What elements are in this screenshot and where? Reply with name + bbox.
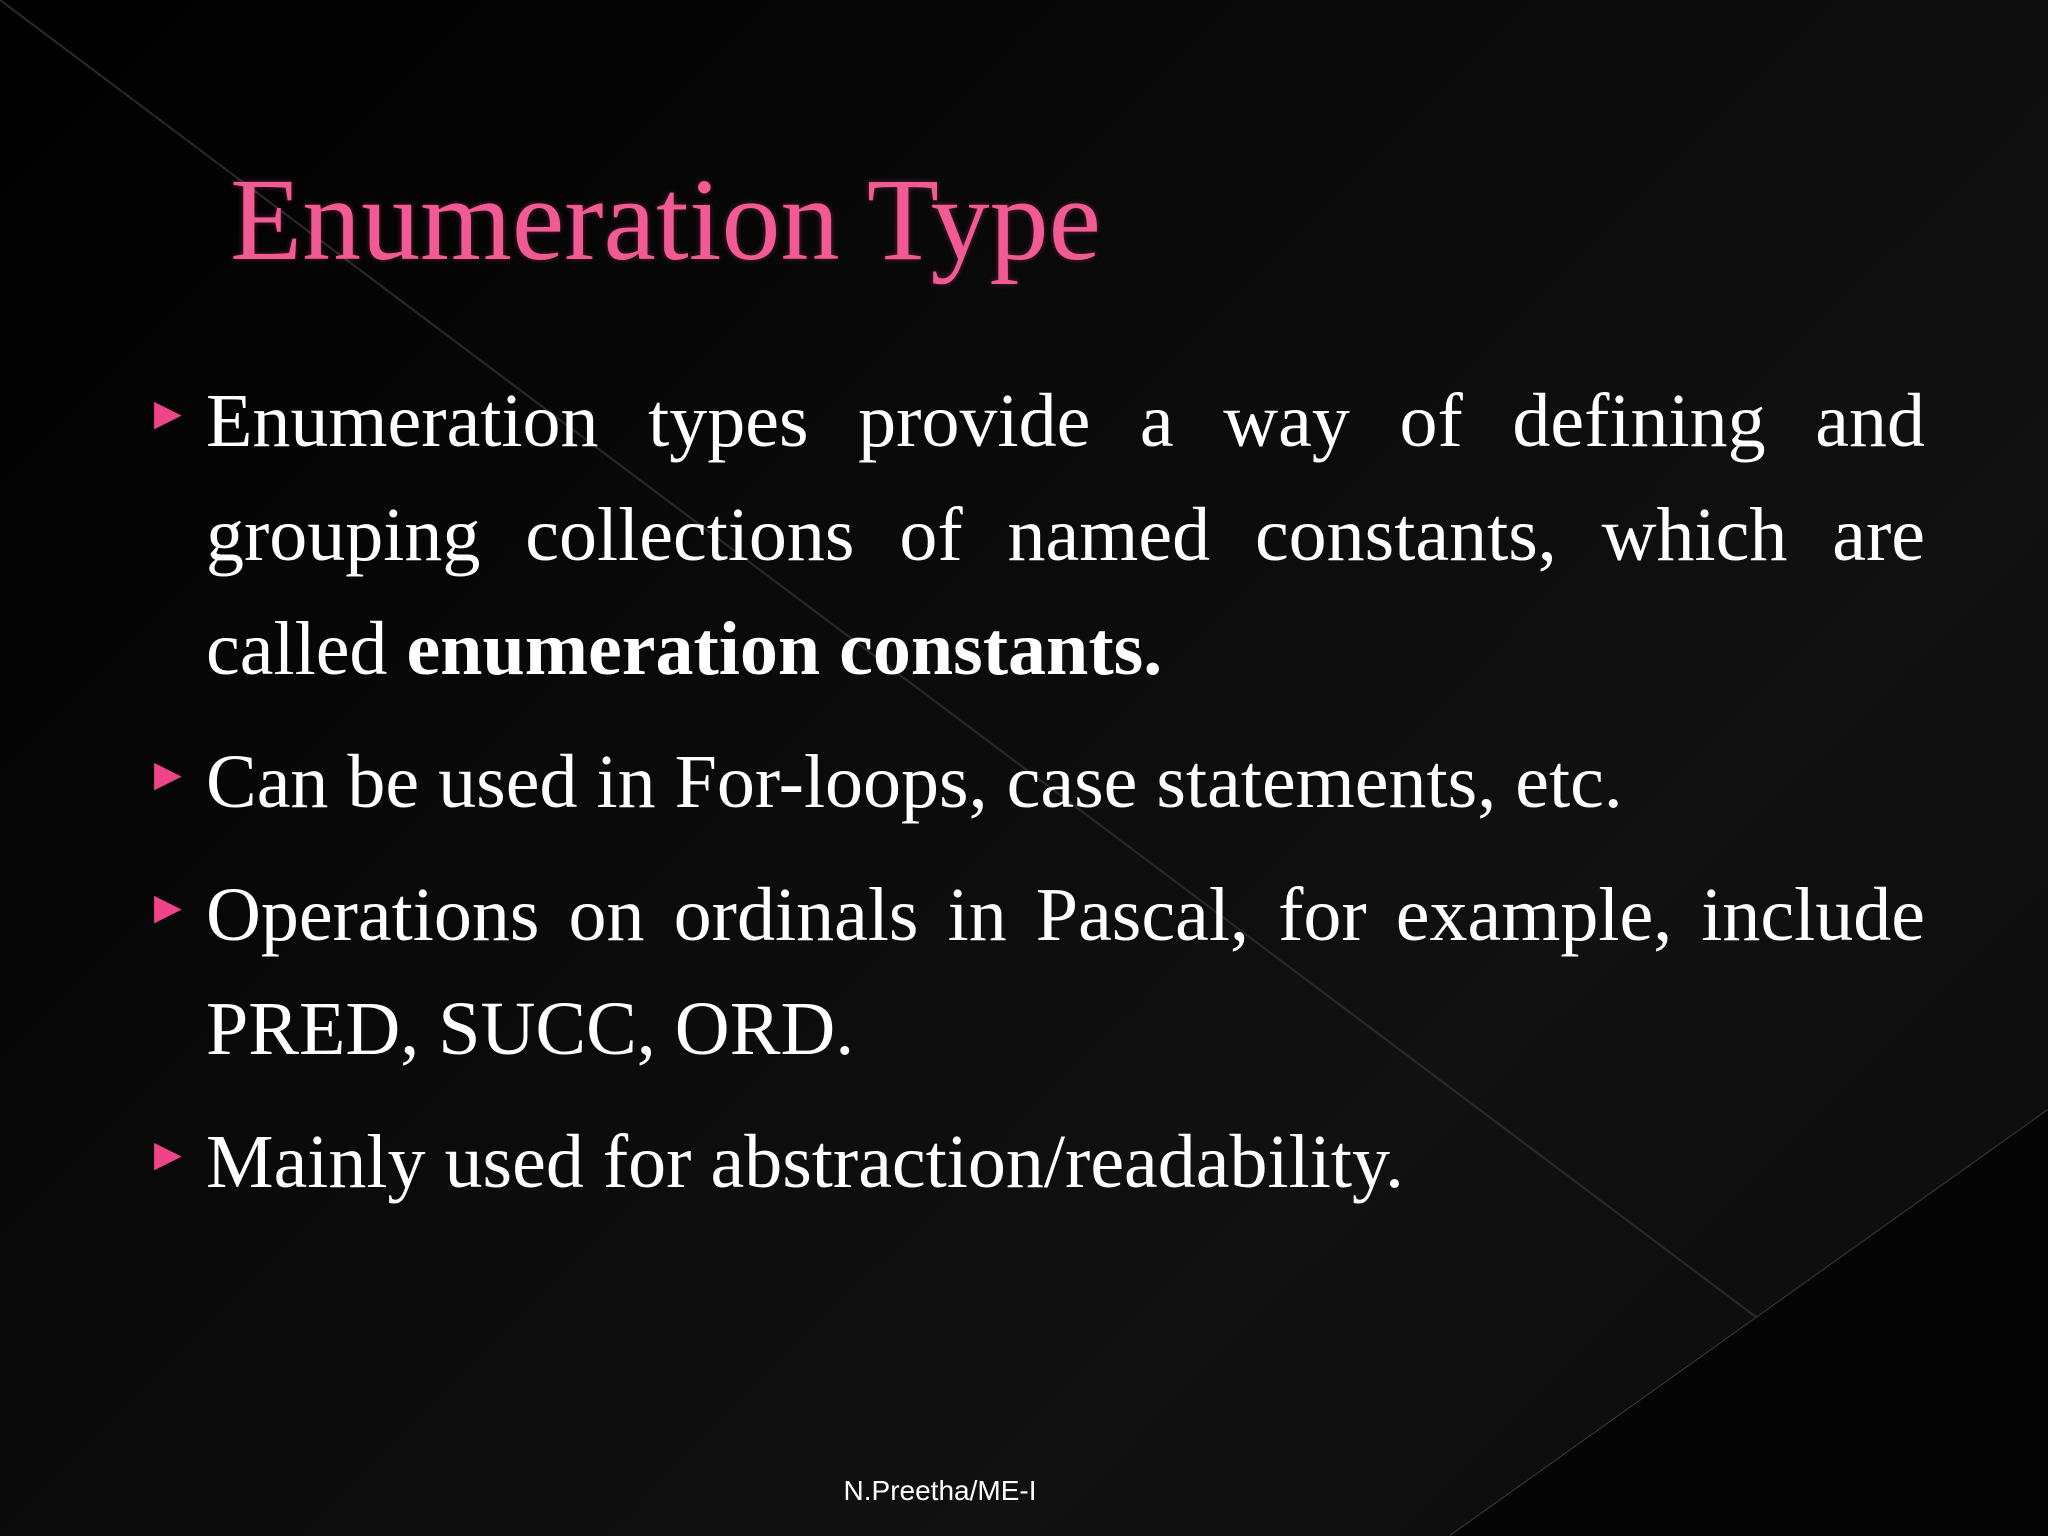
- triangle-right-icon: ▶: [154, 754, 182, 795]
- bullet-text: Can be used in For-loops, case statements, etc.: [206, 740, 1623, 824]
- triangle-right-icon: ▶: [154, 1134, 182, 1175]
- bullet-text: Mainly used for abstraction/readability.: [206, 1120, 1405, 1204]
- triangle-right-icon: ▶: [154, 887, 182, 928]
- slide-footer: N.Preetha/ME-I: [843, 1475, 1037, 1506]
- bullet-item: [150, 858, 1925, 1086]
- slide-title: Enumeration Type: [230, 154, 1102, 285]
- bullet-text: Enumeration types provide a way of defining and grouping collections of named constants, which are called: [206, 379, 1925, 691]
- triangle-right-icon: ▶: [154, 393, 182, 434]
- bullet-item: [150, 725, 1925, 839]
- bullet-text: Operations on ordinals in Pascal, for example, include PRED, SUCC, ORD.: [206, 873, 1925, 1071]
- bullet-bold-text: enumeration constants.: [406, 607, 1163, 691]
- bullet-item: [150, 1105, 1925, 1219]
- bullet-list: [150, 364, 1925, 1238]
- bullet-item: [150, 364, 1925, 706]
